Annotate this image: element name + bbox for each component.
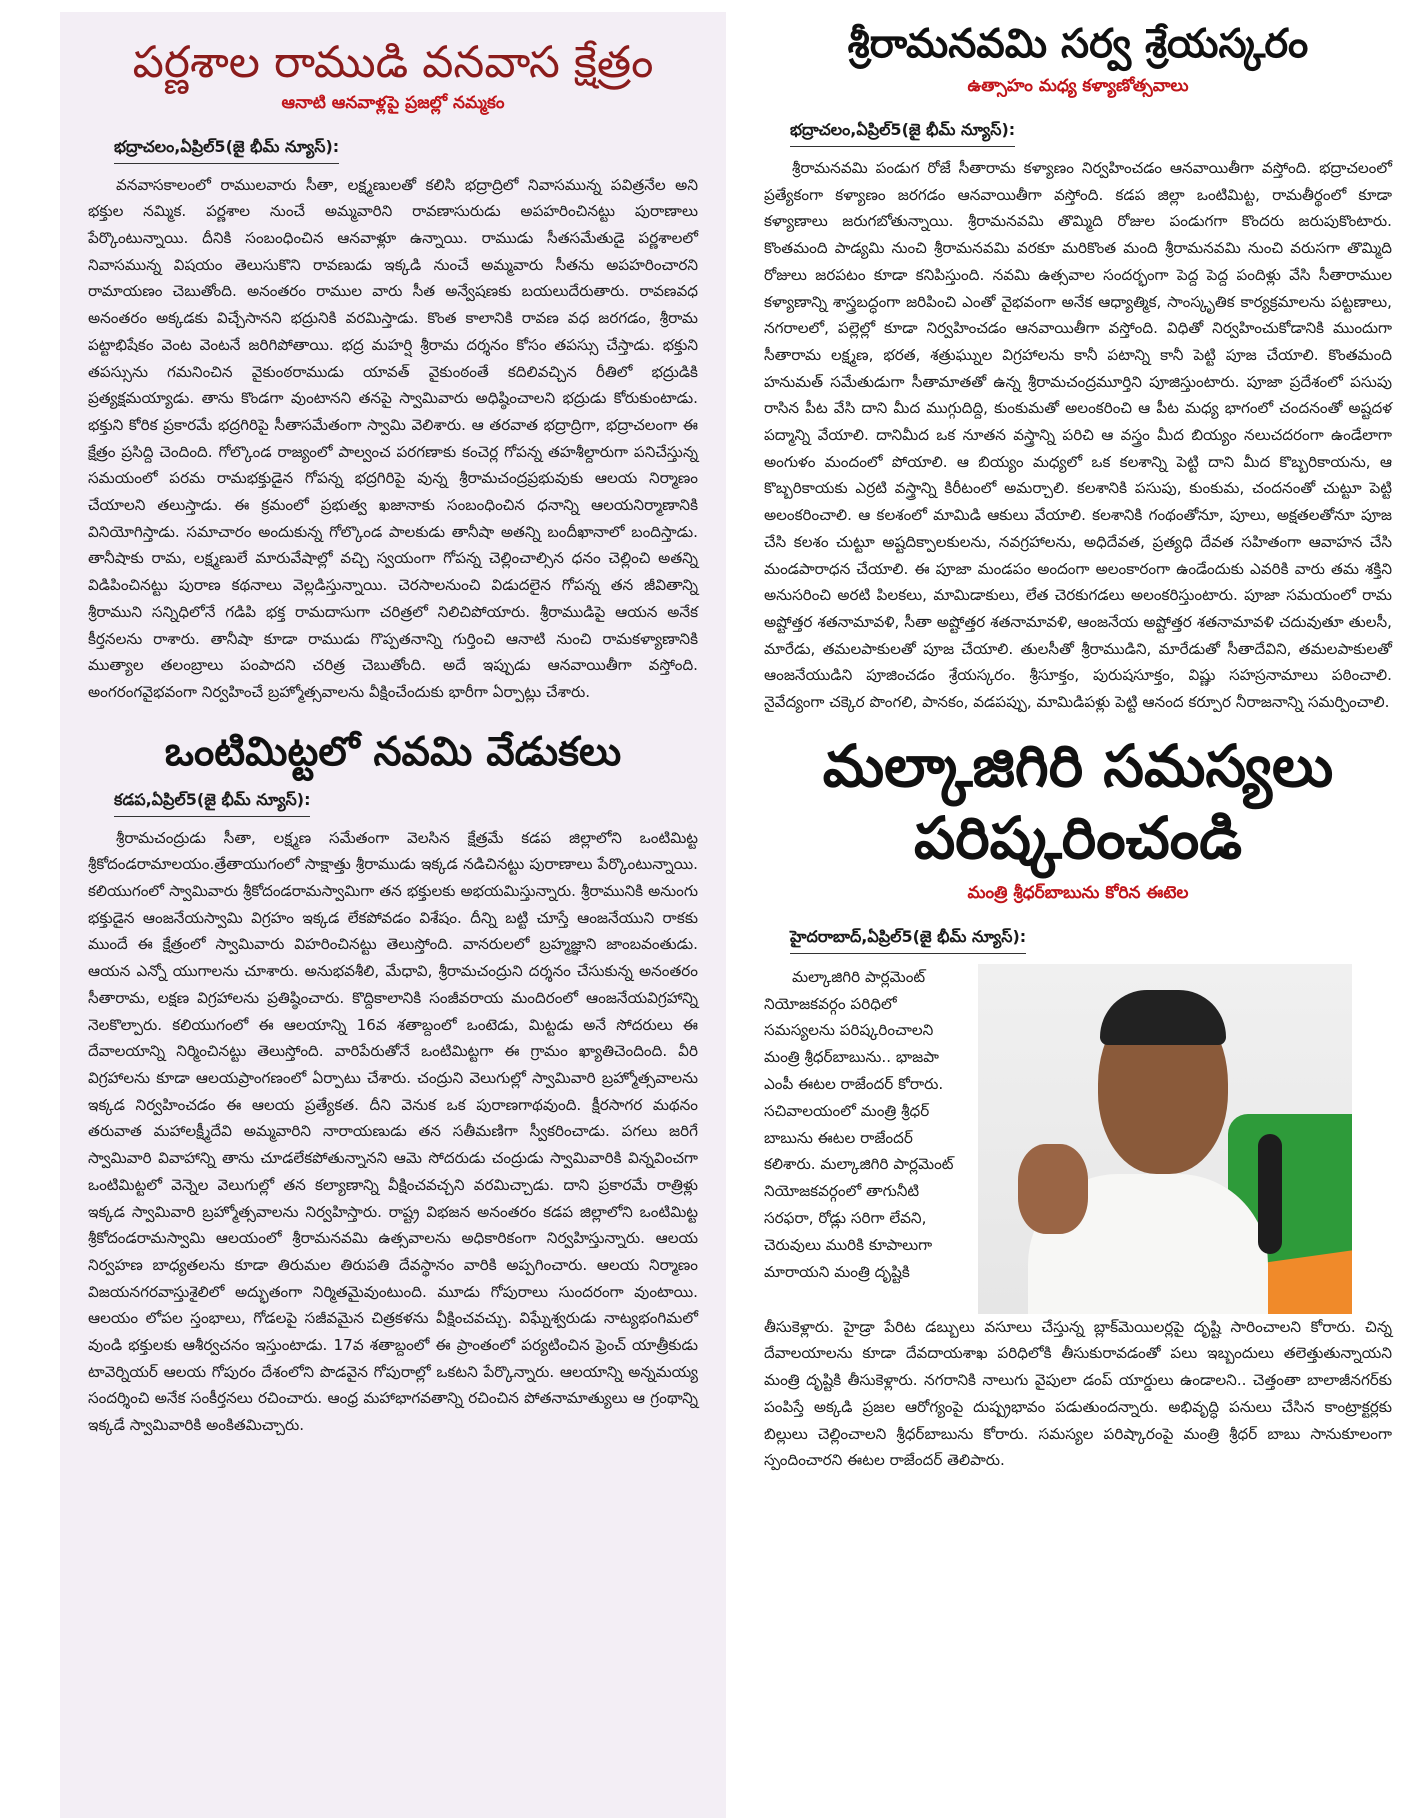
left-column (60, 12, 726, 1818)
politician-photo (978, 964, 1352, 1314)
article-body: వనవాసకాలంలో రాములవారు సీతా, లక్ష్మణులతో కలిసి భద్రాద్రిలో నివాసమున్న పవిత్రనేల అని భక్తుల నమ్మిక. పర్ణశాల నుంచే అమ్మవారిని రావణాసురుడు అపహరించినట్టు పురాణాలు పేర్కొంటున్నాయి. దీనికి సంబంధించిన ఆనవాళ్లూ ఉన్నాయి. రాముడు సీతసమేతుడై పర్ణశాలలో నివాసమున్న విషయం తెలుసుకొని రావణుడు ఇక్కడి నుంచే అమ్మవారు సీతను అపహరించారని రామాయణం చెబుతోంది. అనంతరం రాముల వారు సీత అన్వేషణకు బయలుదేరుతారు. రావణవధ అనంతరం అక్కడకు విచ్చేసానని భద్రునికి వరమిస్తాడు. కొంత కాలానికి రావణ వధ జరగడం, శ్రీరామ పట్టాభిషేకం వెంట వెంటనే జరిగిపోతాయి. భద్ర మహర్షి శ్రీరామ దర్శనం కోసం తపస్సు చేస్తాడు. భక్తుని తపస్సును గమనించిన వైకుంఠరాముడు యావత్ వైకుంఠంతే కదిలివచ్చిన రీతిలో భద్రుడికి ప్రత్యక్షమయ్యాడు. తాను కొండగా వుంటానని తనపై స్వామివారు అధిష్ఠించాలని భద్రుడు కోరుకుంటాడు. భక్తుని కోరిక ప్రకారమే భద్రగిరిపై సీతాసమేతంగా స్వామి వెలిశారు. ఆ తరవాత భద్రాద్రిగా, భద్రాచలంగా ఈ క్షేత్రం ప్రసిద్ది చెందింది. గోల్కొండ రాజ్యంలో పాల్వంచ పరగణాకు కంచెర్ల గోపన్న తహశీల్దారుగా పనిచేస్తున్న సమయంలో పరమ రామభక్తుడైన గోపన్న భద్రగిరిపై వున్న శ్రీరామచంద్రప్రభువుకు ఆలయ నిర్మాణం చేయాలని తలుస్తాడు. ఈ క్రమంలో ప్రభుత్వ ఖజానాకు సంబంధించిన ధనాన్ని ఆలయనిర్మాణానికి వినియోగిస్తాడు. సమాచారం అందుకున్న గోల్కొండ పాలకుడు తానీషా అతన్ని బందీఖానాలో బందిస్తాడు. తానీషాకు రామ, లక్ష్మణులే మారువేషాల్లో వచ్చి స్వయంగా గోపన్న చెల్లించాల్సిన ధనం చెల్లించి అతన్ని విడిపించినట్టు పురాణ కథనాలు వెల్లడిస్తున్నాయి. చెరసాలనుంచి విడుదలైన గోపన్న తన జీవితాన్ని శ్రీరాముని సన్నిధిలోనే గడిపి భక్త రామదాసుగా చరిత్రలో నిలిచిపోయారు. శ్రీరాముడిపై ఆయన అనేక కీర్తనలను రాశారు. తానీషా కూడా రాముడు గొప్పతనాన్ని గుర్తించి ఆనాటి నుంచి రామకళ్యాణానికి ముత్యాల తలంబ్రాలు పంపాదని చరిత్ర చెబుతోంది. అదే ఇప్పుడు ఆనవాయితీగా వస్తోంది. అంగరంగవైభవంగా నిర్వహించే బ్రహ్మోత్సవాలను వీక్షించేందుకు భారీగా ఏర్పాట్లు చేశారు. (88, 175, 698, 701)
article-malkajgiri (764, 730, 1392, 1474)
article-title: పర్ణశాల రాముడి వనవాస క్షేత్రం (132, 37, 654, 88)
article-title: శ్రీరామనవమి సర్వ శ్రేయస్కరం (847, 21, 1309, 67)
dateline: భద్రాచలం,ఏప్రిల్5(జై భీమ్ న్యూస్): (114, 137, 339, 164)
article-subtitle: ఉత్సాహం మధ్య కళ్యాణోత్సవాలు (967, 76, 1189, 96)
article-subtitle: ఆనాటి ఆనవాళ్లపై ప్రజల్లో నమ్మకం (281, 92, 505, 113)
article-title: ఒంటిమిట్టలో నవమి వేడుకలు (164, 728, 622, 775)
dateline: భద్రాచలం,ఏప్రిల్5(జై భీమ్ న్యూస్): (790, 120, 1015, 147)
article-subtitle: మంత్రి శ్రీధర్‌బాబును కోరిన ఈటెల (967, 882, 1189, 903)
article-body: శ్రీరామచంద్రుడు సీతా, లక్ష్మణ సమేతంగా వెలసిన క్షేత్రమే కడప జిల్లాలోని ఒంటిమిట్ట శ్రీకోదండరామాలయం.త్రేతాయుగంలో సాక్షాత్తు శ్రీరాముడు ఇక్కడ నడిచినట్టు పురాణాలు పేర్కొంటున్నాయి. కలియుగంలో స్వామివారు శ్రీకోదండరామస్వామిగా తన భక్తులకు అభయమిస్తున్నారు. శ్రీరామునికి అనుంగు భక్తుడైన ఆంజనేయస్వామి విగ్రహం ఇక్కడ లేకపోవడం విశేషం. దీన్ని బట్టి చూస్తే ఆంజనేయుని రాకకు ముందే ఈ క్షేత్రంలో స్వామివారు విహరించినట్టు తెలుస్తోంది. వానరులలో బ్రహ్మజ్ఞాని జాంబవంతుడు. ఆయన ఎన్నో యుగాలను చూశారు. అనుభవశీలి, మేధావి, శ్రీరామచంద్రుని దర్శనం చేసుకున్న అనంతరం సీతారామ, లక్షణ విగ్రహాలను ప్రతిష్ఠించారు. కొద్దికాలానికి సంజీవరాయ మందిరంలో ఆంజనేయవిగ్రహాన్ని నెలకొల్పారు. కలియుగంలో ఈ ఆలయాన్ని 16వ శతాబ్దంలో ఒంటెడు, మిట్టడు అనే సోదరులు ఈ దేవాలయాన్ని నిర్మించినట్టు తెలుస్తోంది. వారిపేరుతోనే ఒంటిమిట్టగా ఈ గ్రామం ఖ్యాతిచెందింది. వీరి విగ్రహాలను కూడా ఆలయప్రాంగణంలో ఏర్పాటు చేశారు. చంద్రుని వెలుగుల్లో స్వామివారి బ్రహ్మోత్సవాలను ఇక్కడ నిర్వహించడం ఈ ఆలయ ప్రత్యేకత. దీని వెనుక ఒక పురాణగాథవుంది. క్షీరసాగర మథనం తరువాత మహాలక్ష్మీదేవి అమ్మవారిని నారాయణుడు తన సతీమణిగా స్వీకరించాడు. పగలు జరిగే స్వామివారి వివాహాన్ని తాను చూడలేకపోతున్నానని ఆమె సోదరుడు చంద్రుడు స్వామివారికి విన్నవించగా ఒంటిమిట్టలో వెన్నెల వెలుగుల్లో తన కల్యాణాన్ని వీక్షించవచ్చని వరమిచ్చాడు. దాని ప్రకారమే రాత్రిళ్లు ఇక్కడ స్వామివారి బ్రహ్మోత్సవాలను నిర్వహిస్తారు. రాష్ట్ర విభజన అనంతరం కడప జిల్లాలోని ఒంటిమిట్ట శ్రీకోదండరామస్వామి ఆలయంలో శ్రీరామనవమి ఉత్సవాలను అధికారికంగా నిర్వహిస్తున్నారు. ఆలయ నిర్వహణ బాధ్యతలను కూడా తిరుమల తిరుపతి దేవస్థానం వారికి అప్పగించారు. ఆలయ నిర్మాణం విజయనగరవాస్తుశైలిలో అద్భుతంగా నిర్మితమైవుంటుంది. మూడు గోపురాలు సుందరంగా వుంటాయి. ఆలయం లోపల స్తంభాలు, గోడలపై సజీవమైన చిత్రకళను వీక్షించవచ్చు. విఘ్నేశ్వరుడు నాట్యభంగిమలో వుండి భక్తులకు ఆశీర్వచనం ఇస్తుంటాడు. 17వ శతాబ్దంలో ఈ ప్రాంతంలో పర్యటించిన ఫ్రెంచ్ యాత్రీకుడు టావెర్నియర్ ఆలయ గోపురం దేశంలోని పొడవైన గోపురాల్లో ఒకటని పేర్కొన్నారు. ఆలయాన్ని అన్నమయ్య సందర్శించి అనేక సంకీర్తనలు రచించారు. ఆంధ్ర మహాభాగవతాన్ని రచించిన పోతనామాత్యులు ఆ గ్రంథాన్ని ఇక్కడే స్వామివారికి అంకితమిచ్చారు. (88, 828, 698, 1435)
right-column (758, 12, 1398, 1818)
dateline: కడప,ఏప్రిల్5(జై భీమ్ న్యూస్): (114, 790, 310, 817)
article-ontimitta (88, 728, 698, 1439)
article-sriramanavami (764, 20, 1392, 716)
dateline: హైదరాబాద్,ఏప్రిల్5(జై భీమ్ న్యూస్): (790, 927, 1026, 954)
article-title: మల్కాజిగిరి సమస్యలు పరిష్కరించండి (822, 731, 1334, 873)
article-parnashala (88, 38, 698, 706)
article-body-beside-photo: మల్కాజిగిరి పార్లమెంట్ నియోజకవర్గం పరిధిలో సమస్యలను పరిష్కరించాలని మంత్రి శ్రీధర్‌బాబును.. భాజపా ఎంపీ ఈటల రాజేందర్ కోరారు. సచివాలయంలో మంత్రి శ్రీధర్ బాబును ఈటల రాజేందర్ కలిశారు. మల్కాజిగిరి పార్లమెంట్ నియోజకవర్గంలో తాగునీటి సరఫరా, రోడ్లు సరిగా లేవని, చెరువులు మురికి కూపాలుగా మారాయని మంత్రి దృష్టికి (764, 967, 954, 1281)
photo-row (764, 964, 1392, 1314)
article-body: శ్రీరామనవమి పండుగ రోజే సీతారామ కళ్యాణం నిర్వహించడం ఆనవాయితీగా వస్తోంది. భద్రాచలంలో ప్రత్యేకంగా కళ్యాణం జరగడం ఆనవాయితీగా వస్తోంది. కడప జిల్లా ఒంటిమిట్ట, రామతీర్థంలో కూడా కళ్యాణాలు జరుగబోతున్నాయి. శ్రీరామనవమి తొమ్మిది రోజుల పండుగగా కొందరు జరుపుకొంటారు. కొంతమంది పాడ్యమి నుంచి శ్రీరామనవమి వరకూ మరికొంత మంది శ్రీరామనవమి నుంచి వరుసగా తొమ్మిది రోజులు జరపటం కూడా కనిపిస్తుంది. నవమి ఉత్సవాల సందర్భంగా పెద్ద పెద్ద పందిళ్లు వేసి సీతారాముల కళ్యాణాన్ని శాస్త్రబద్ధంగా జరిపించి ఎంతో వైభవంగా అనేక ఆధ్యాత్మిక, సాంస్కృతిక కార్యక్రమాలను పట్టణాలు, నగరాలలో, పల్లెల్లో కూడా నిర్వహించడం ఆనవాయితీగా వస్తోంది. విధితో నిర్వహించుకోడానికి ముందుగా సీతారామ లక్ష్మణ, భరత, శత్రుఘ్నుల విగ్రహాలను కానీ పటాన్ని కానీ పెట్టి పూజ చేయాలి. కొంతమంది హనుమత్ సమేతుడుగా సీతామాతతో ఉన్న శ్రీరామచంద్రమూర్తిని పూజిస్తుంటారు. పూజా ప్రదేశంలో పసుపు రాసిన పీట వేసి దాని మీద ముగ్గుదిద్ది, కుంకుమతో అలంకరించి ఆ పీట మధ్య భాగంలో చందనంతో అష్టదళ పద్మాన్ని వేయాలి. దానిమీద ఒక నూతన వస్త్రాన్ని పరిచి ఆ వస్త్రం మీద బియ్యం నలుచదరంగా ఉండేలాగా అంగుళం మందంలో పోయాలి. ఆ బియ్యం మధ్యలో ఒక కలశాన్ని పెట్టి దాని మీద కొబ్బరికాయను, ఆ కొబ్బరికాయకు ఎర్రటి వస్త్రాన్ని కిరీటంలో అమర్చాలి. కలశానికి పసుపు, కుంకుమ, చందనంతో చుట్టూ పెట్టి అలంకరించాలి. ఆ కలశంలో మామిడి ఆకులు వేయాలి. కలశానికి గంథంతోనూ, పూలు, అక్షతలతోనూ పూజ చేసి కలశం చుట్టూ అష్టదిక్పాలకులను, నవగ్రహాలను, అధిదేవత, ప్రత్యధి దేవత సహితంగా ఆవాహన చేసి మండపారాధన చేయాలి. ఈ పూజా మండపం అందంగా అలంకారంగా ఉండేందుకు ఎవరికి వారు తమ శక్తిని అనుసరించి అరటి పిలకలు, మామిడాకులు, లేత చెరకుగడలు అలంకరిస్తుంటారు. పూజా సమయంలో రామ అష్టోత్తర శతనామావళి, సీతా అష్టోత్తర శతనామావళి, ఆంజనేయ అష్టోత్తర శతనామావళి చదువుతూ తులసీ, మారేడు, తమలపాకులతో పూజ చేయాలి. తులసీతో శ్రీరాముడిని, మారేడుతో సీతాదేవిని, తమలపాకులతో ఆంజనేయుడిని పూజించడం శ్రేయస్కరం. శ్రీసూక్తం, పురుషసూక్తం, విష్ణు సహస్రనామాలు పఠించాలి. నైవేద్యంగా చక్కెర పొంగలి, పానకం, వడపప్పు, మామిడిపళ్లు పెట్టి ఆనంద కర్పూర నీరాజనాన్ని సమర్పించాలి. (764, 159, 1392, 712)
article-body-below-photo: తీసుకెళ్లారు. హైడ్రా పేరిట డబ్బులు వసూలు చేస్తున్న బ్లాక్‌మెయిలర్లపై దృష్టి సారించాలని కోరారు. చిన్న దేవాలయాలను కూడా దేవదాయశాఖ పరిధిలోకి తీసుకురావడంతో పలు ఇబ్బందులు తలెత్తుతున్నాయని మంత్రి దృష్టికి తీసుకెళ్లారు. నగరానికి నాలుగు వైపులా డంప్ యార్డులు ఉండాలని.. చెత్తంతా బాలాజీనగర్‌కు పంపిస్తే అక్కడి ప్రజల ఆరోగ్యంపై దుష్ప్రభావం పడుతుందన్నారు. అభివృద్ధి పనులు చేసిన కాంట్రాక్టర్లకు బిల్లులు చెల్లించాలని శ్రీధర్‌బాబును కోరారు. సమస్యల పరిష్కారంపై మంత్రి శ్రీధర్ బాబు సానుకూలంగా స్పందించారని ఈటల రాజేందర్ తెలిపారు. (764, 1317, 1392, 1470)
